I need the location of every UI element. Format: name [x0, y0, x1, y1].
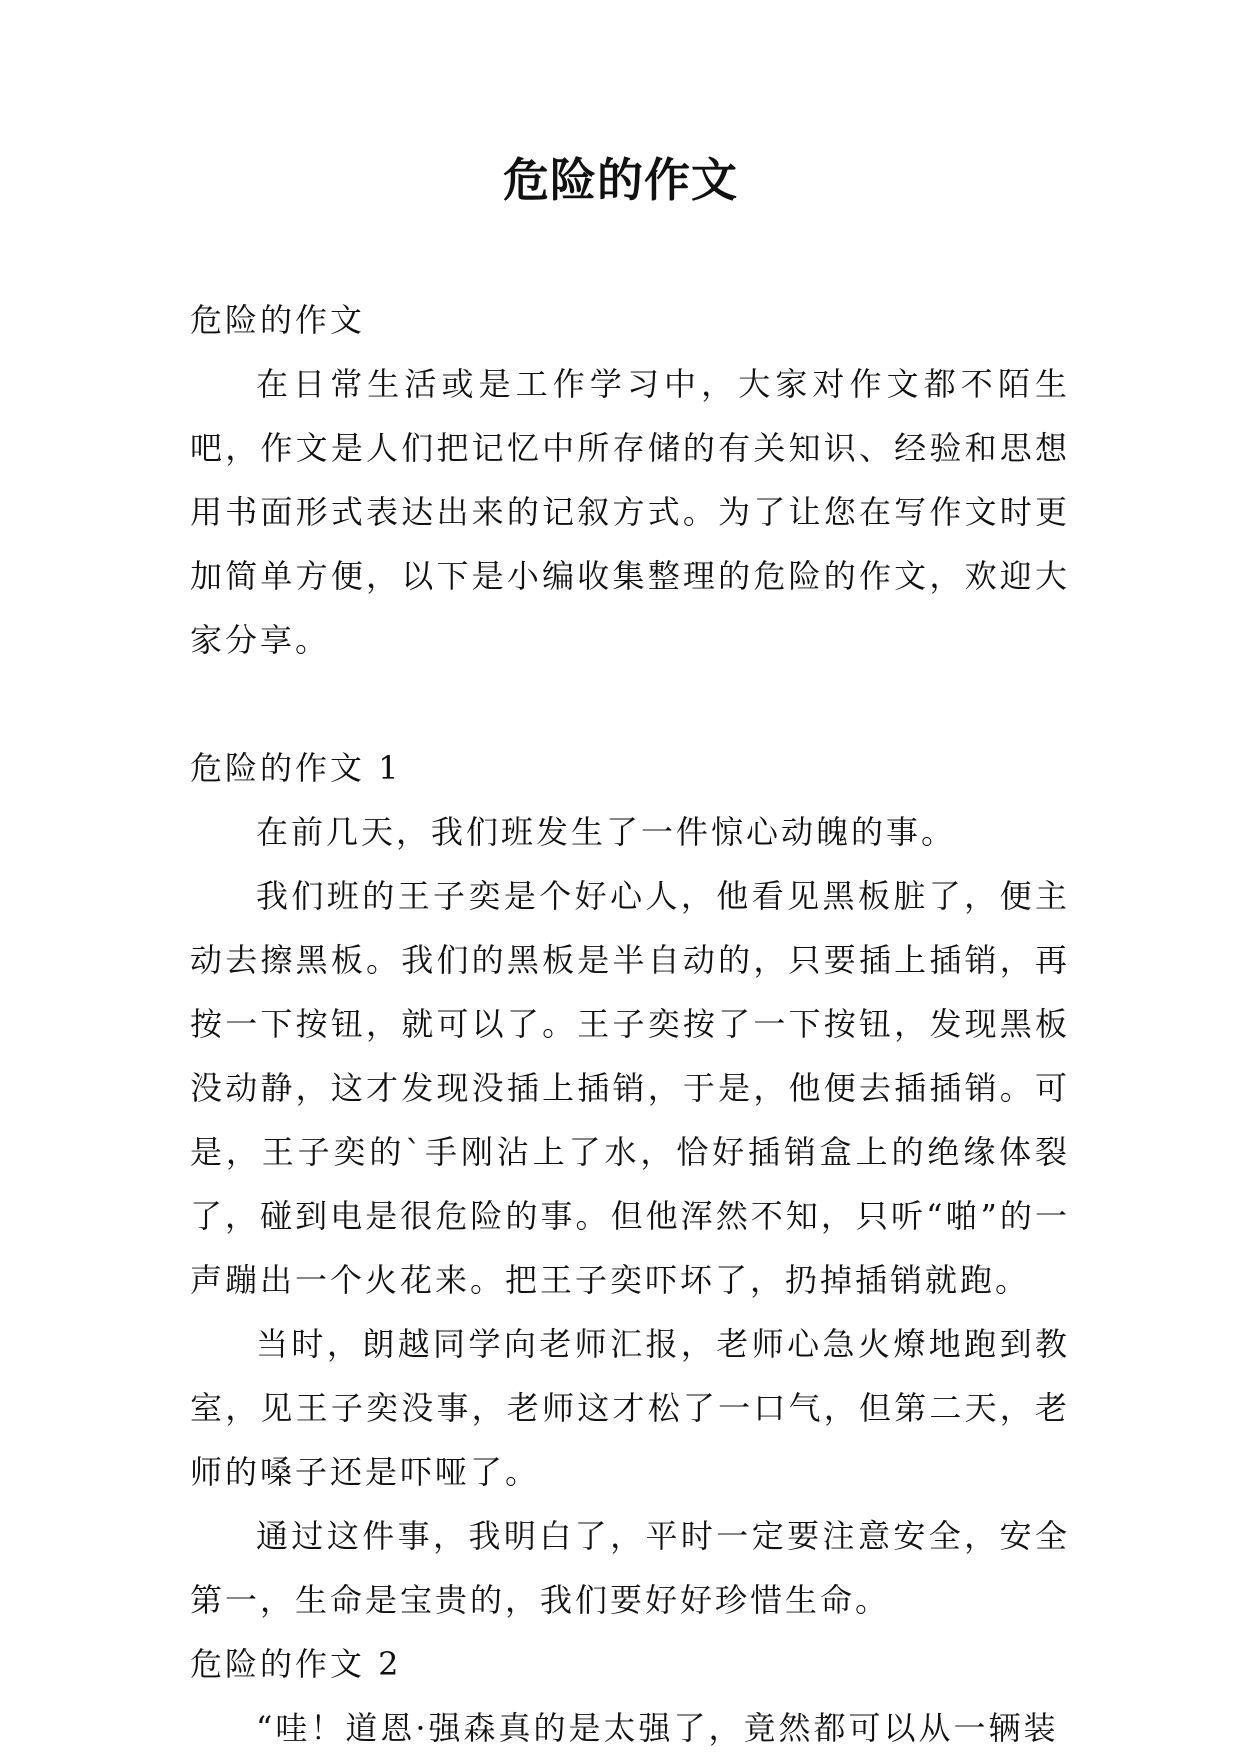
essay1-paragraph: 我们班的王子奕是个好心人，他看见黑板脏了，便主动去擦黑板。我们的黑板是半自动的，只要插上插销，再按一下按钮，就可以了。王子奕按了一下按钮，发现黑板没动静，这才发现没插上插销，于是，他便去插插销。可是，王子奕的`手刚沾上了水，恰好插销盒上的绝缘体裂了，碰到电是很危险的事。但他浑然不知，只听“啪”的一声蹦出一个火花来。把王子奕吓坏了，扔掉插销就跑。	[190, 877, 1070, 1299]
essay2-paragraph: “哇！道恩·强森真的是太强了，竟然都可以从一辆装	[256, 1709, 1059, 1747]
section-spacer	[190, 672, 1070, 736]
essay1-paragraph: 通过这件事，我明白了，平时一定要注意安全，安全第一，生命是宝贵的，我们要好好珍惜生命。	[190, 1517, 1070, 1619]
essay1-heading: 危险的作文 1	[190, 749, 402, 787]
intro-heading: 危险的作文	[190, 301, 366, 339]
intro-paragraph: 在日常生活或是工作学习中，大家对作文都不陌生吧，作文是人们把记忆中所存储的有关知识、经验和思想用书面形式表达出来的记叙方式。为了让您在写作文时更加简单方便，以下是小编收集整理的危险的作文，欢迎大家分享。	[190, 365, 1070, 659]
essay2-heading: 危险的作文 2	[190, 1645, 402, 1683]
document-title: 危险的作文	[503, 153, 738, 207]
document-body	[190, 288, 1070, 1760]
essay1-paragraph: 当时，朗越同学向老师汇报，老师心急火燎地跑到教室，见王子奕没事，老师这才松了一口气，但第二天，老师的嗓子还是吓哑了。	[190, 1325, 1070, 1491]
essay1-paragraph: 在前几天，我们班发生了一件惊心动魄的事。	[256, 813, 957, 851]
